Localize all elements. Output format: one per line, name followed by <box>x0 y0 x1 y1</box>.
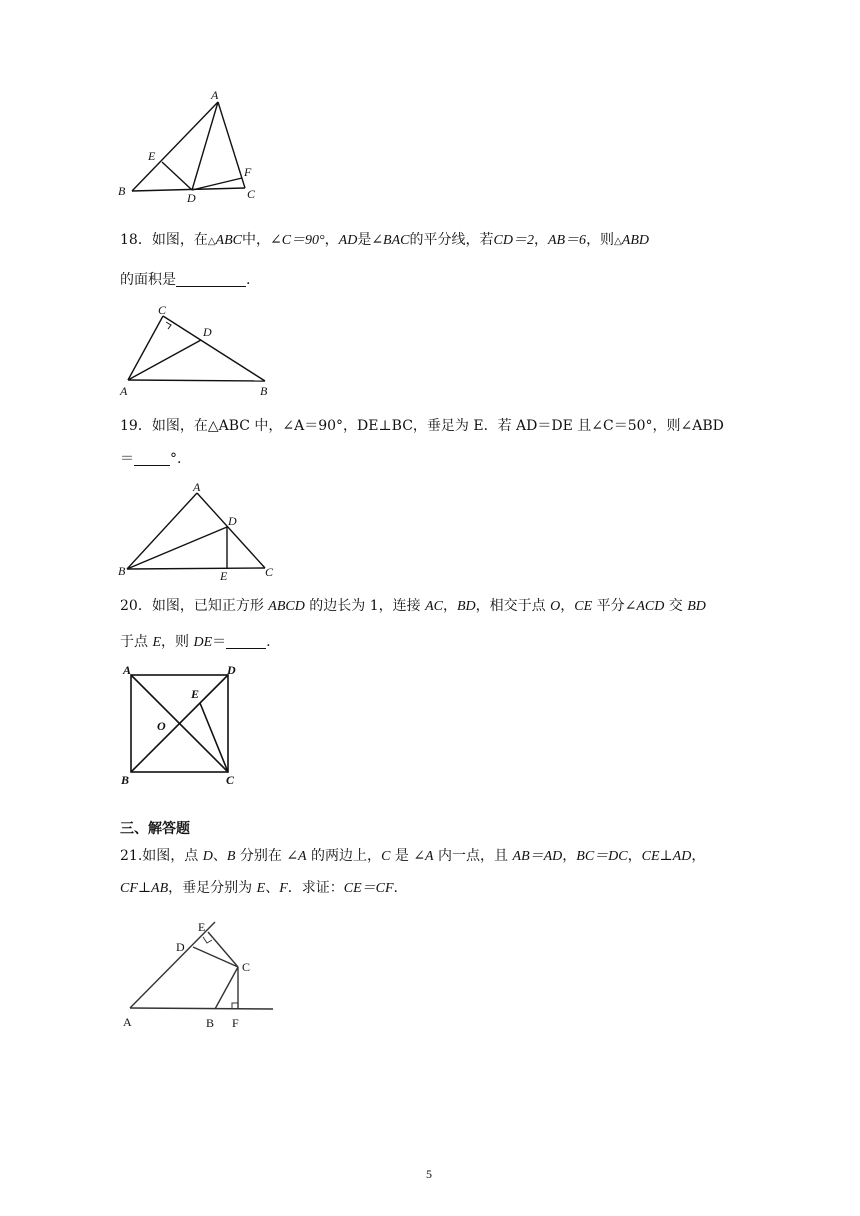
fig21-label-c: C <box>242 960 251 974</box>
q21-text: 21.如图，点 <box>120 848 203 864</box>
fig19-label-c: C <box>265 565 274 579</box>
q21-text: ， <box>562 848 577 864</box>
q21-text: 是 <box>390 848 414 864</box>
q20-text: ， <box>442 598 457 614</box>
fig17-label-c: C <box>247 187 256 201</box>
fig21-label-d: D <box>176 940 185 954</box>
q21-text: 、 <box>265 880 280 896</box>
fig17-label-d: D <box>187 191 196 203</box>
q21-math: B <box>226 849 236 864</box>
q21-text: 分别在 <box>235 848 287 864</box>
q21-text: 的两边上， <box>306 848 382 864</box>
q20-math: DE <box>193 635 213 650</box>
q21-math: D <box>202 849 213 864</box>
q18-triangle-symbol: △ <box>614 236 622 247</box>
q21-text: 、 <box>212 848 227 864</box>
q19-text: 19．如图，在△ABC 中，∠A＝90°，DE⊥BC，垂足为 E．若 AD＝DE 且∠C＝50°，则∠ABD <box>120 418 724 434</box>
q20-text: 20．如图，已知正方形 <box>120 598 269 614</box>
fig17-label-b: B <box>118 184 126 198</box>
fig17-label-e: E <box>148 149 156 163</box>
q21-text: ， <box>691 848 706 864</box>
q18-text: ，则 <box>586 232 615 248</box>
q21-math: BC＝DC <box>576 849 628 864</box>
q18-answer-blank[interactable] <box>176 272 246 287</box>
fig19-label-a: A <box>193 480 201 494</box>
figure-21 <box>115 905 285 1035</box>
fig19-label-b: B <box>118 564 126 578</box>
q20-text: 交 <box>664 598 688 614</box>
figure-19 <box>112 480 282 584</box>
q18-math: ABC <box>215 233 242 248</box>
q21-math: CF⊥AB <box>120 881 169 896</box>
q21-text: ．求证： <box>287 880 344 896</box>
q18-text: . <box>246 272 251 288</box>
q20-text: ＝ <box>212 634 227 650</box>
q21-line-1 <box>120 846 705 867</box>
figure-20 <box>115 660 245 785</box>
figure-17 <box>110 88 280 203</box>
q21-line-2 <box>120 878 398 899</box>
q21-math: C <box>381 849 391 864</box>
fig18-label-d: D <box>203 325 212 339</box>
q18-text: ， <box>533 232 548 248</box>
q21-math: ∠A <box>413 849 434 864</box>
fig18-label-c: C <box>158 303 167 317</box>
q19-answer-blank[interactable] <box>134 451 170 466</box>
q21-text: ， <box>627 848 642 864</box>
fig20-label-b: B <box>121 773 130 785</box>
section-3-heading: 三、解答题 <box>120 821 190 837</box>
q20-math: O <box>550 599 561 614</box>
q18-math: AB＝6 <box>547 233 587 248</box>
q20-text: ， <box>560 598 575 614</box>
q21-math: F <box>279 881 288 896</box>
q20-text: 于点 <box>120 634 153 650</box>
q20-line-2 <box>120 632 271 653</box>
q20-text: ，相交于点 <box>475 598 551 614</box>
q21-text: 内一点，且 <box>433 848 513 864</box>
fig21-label-e: E <box>198 920 206 934</box>
q21-math: E <box>256 881 266 896</box>
fig21-label-f: F <box>232 1016 239 1030</box>
q18-math: ABD <box>621 233 649 248</box>
q20-math: CE <box>574 599 593 614</box>
q19-text: °. <box>170 451 182 467</box>
q20-text: . <box>266 634 271 650</box>
q19-text: ＝ <box>120 451 134 467</box>
q20-math: E <box>152 635 162 650</box>
q20-math: BD <box>687 599 706 614</box>
fig20-label-d: D <box>227 663 236 677</box>
fig20-label-o: O <box>157 719 166 733</box>
fig17-label-f: F <box>244 165 252 179</box>
page-number: 5 <box>426 1167 432 1181</box>
q18-text: 的面积是 <box>120 272 176 288</box>
q21-math: CE＝CF <box>343 881 394 896</box>
q18-text: ， <box>324 232 339 248</box>
q18-math: AD <box>338 233 358 248</box>
q18-text: 是 <box>357 232 372 248</box>
q20-answer-blank[interactable] <box>226 634 266 649</box>
q18-text: 的平分线，若 <box>409 232 494 248</box>
fig19-label-d: D <box>228 514 237 528</box>
q20-math: ABCD <box>268 599 305 614</box>
q18-line-2 <box>120 270 250 290</box>
q19-line-2 <box>120 449 181 469</box>
q21-math: AB＝AD <box>512 849 563 864</box>
fig20-label-e: E <box>191 687 200 701</box>
q18-triangle-symbol: △ <box>207 236 216 247</box>
q21-math: CE⊥AD <box>641 849 692 864</box>
q21-text: ，垂足分别为 <box>168 880 257 896</box>
q21-math: ∠A <box>286 849 307 864</box>
q18-math: ∠BAC <box>371 233 410 248</box>
fig19-label-e: E <box>220 569 228 583</box>
fig21-label-b: B <box>206 1016 215 1030</box>
fig21-label-a: A <box>123 1015 132 1029</box>
q18-math: ∠C＝90° <box>269 233 325 248</box>
q21-text: . <box>393 880 398 896</box>
fig20-label-a: A <box>123 663 132 677</box>
q20-text: 的边长为 1，连接 <box>304 598 426 614</box>
fig18-label-a: A <box>120 384 128 398</box>
q18-text: 18．如图，在 <box>120 232 208 248</box>
q20-math: BD <box>456 599 476 614</box>
fig20-label-c: C <box>226 773 235 785</box>
q20-math: ACD <box>636 599 665 614</box>
q20-text: 平分∠ <box>592 598 637 614</box>
q20-text: ，则 <box>161 634 194 650</box>
q20-math: AC <box>425 599 443 614</box>
q20-line-1 <box>120 596 706 617</box>
q18-math: CD＝2 <box>493 233 534 248</box>
q18-line-1 <box>120 230 649 252</box>
fig17-label-a: A <box>211 88 219 102</box>
q18-text: 中， <box>241 232 270 248</box>
fig18-label-b: B <box>260 384 268 398</box>
figure-18 <box>115 302 285 400</box>
q19-line-1 <box>120 416 724 436</box>
